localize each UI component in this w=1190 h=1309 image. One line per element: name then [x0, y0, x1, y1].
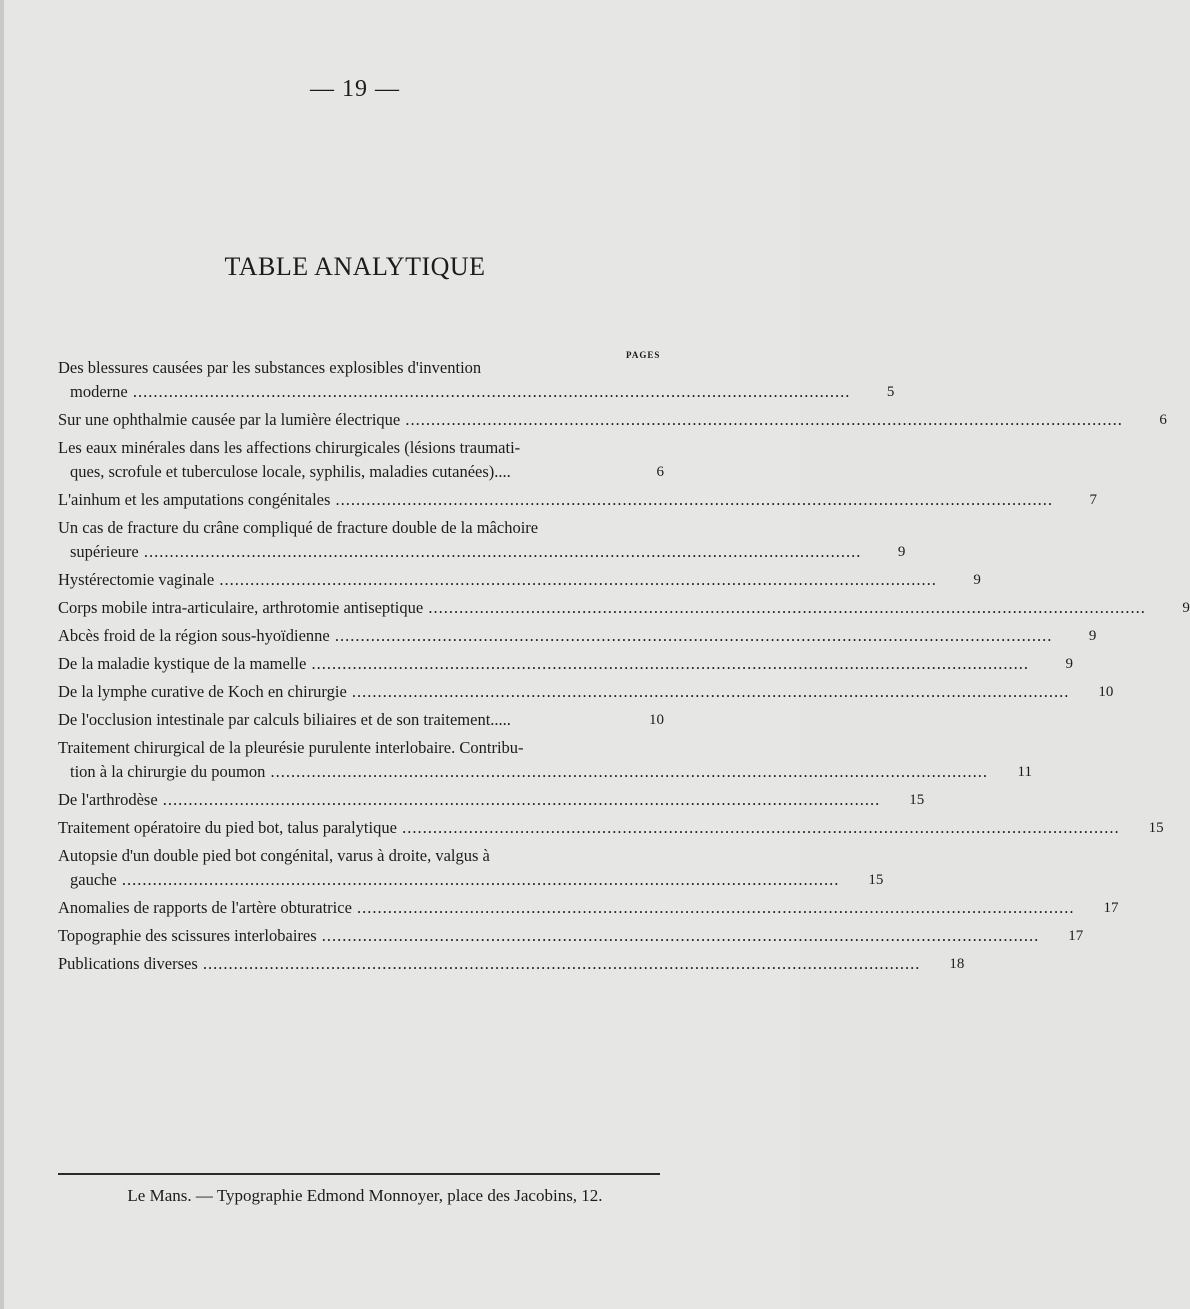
toc-entry-title	[58, 596, 1168, 620]
toc-entry-page-number: 9	[973, 572, 981, 588]
toc-entry-line: Sur une ophthalmie causée par la lumière électrique ............................................................................................................................................	[58, 410, 1123, 429]
toc-entry	[58, 788, 925, 812]
printer-footer: Le Mans. — Typographie Edmond Monnoyer, place des Jacobins, 12.	[127, 1186, 603, 1205]
toc-entry-title	[58, 844, 861, 892]
dot-leader: ............................................................................................................................................	[157, 790, 881, 809]
toc-entry-page-number: 18	[949, 956, 965, 972]
footer-rule	[58, 1173, 660, 1175]
toc-entry-title	[58, 816, 1142, 840]
toc-entry-line: Hystérectomie vaginale ............................................................................................................................................	[58, 570, 937, 589]
toc-entry	[58, 924, 1084, 948]
toc-entry-line: De la lymphe curative de Koch en chirurgie ............................................................................................................................................	[58, 682, 1070, 701]
toc-entry-page-number: 15	[909, 792, 925, 808]
toc-entry-line: Les eaux minérales dans les affections chirurgicales (lésions traumati-	[58, 438, 521, 457]
dot-leader: ............................................................................................................................................	[265, 762, 988, 781]
toc-entry-title	[58, 436, 642, 484]
dot-leader: ............................................................................................................................................	[306, 654, 1029, 673]
toc-entry	[58, 844, 884, 892]
toc-entry-title	[58, 896, 1097, 920]
toc-entry-line: L'ainhum et les amputations congénitales ............................................................................................................................................	[58, 490, 1054, 509]
toc-entry-line: De l'arthrodèse ............................................................................................................................................	[58, 790, 881, 809]
toc-entry-title	[58, 516, 883, 564]
toc-entry-line: ques, scrofule et tuberculose locale, syphilis, maladies cutanées)....	[70, 462, 511, 481]
dot-leader: ............................................................................................................................................	[400, 410, 1123, 429]
toc-entry	[58, 680, 1114, 704]
toc-entry-page-number: 5	[886, 384, 895, 400]
toc-entry-line: Traitement opératoire du pied bot, talus paralytique ............................................................................................................................................	[58, 818, 1120, 837]
dot-leader: ............................................................................................................................................	[396, 818, 1120, 837]
toc-entry-line: De l'occlusion intestinale par calculs biliaires et de son traitement.....	[58, 710, 511, 729]
page-title: TABLE ANALYTIQUE	[224, 252, 486, 281]
toc-entry-page-number: 17	[1103, 900, 1119, 916]
toc-entry-line: Traitement chirurgical de la pleurésie purulente interlobaire. Contribu-	[58, 738, 524, 757]
toc-entry-title	[58, 788, 902, 812]
toc-entry-page-number: 10	[1098, 684, 1114, 700]
toc-entry-title	[58, 708, 642, 732]
toc-entry-page-number: 9	[1088, 628, 1097, 644]
toc-entry-page-number: 17	[1068, 928, 1084, 944]
toc-entry	[58, 708, 664, 732]
toc-entry	[58, 816, 1164, 840]
toc-entry-page-number: 9	[897, 544, 906, 560]
toc-entry	[58, 736, 1032, 784]
dot-leader: ............................................................................................................................................	[214, 570, 937, 589]
toc-entry	[58, 436, 664, 484]
toc-entry-line: supérieure ............................................................................................................................................	[70, 542, 862, 561]
dot-leader: ............................................................................................................................................	[138, 542, 862, 561]
toc-entry	[58, 488, 1098, 512]
toc-entry-page-number: 7	[1089, 492, 1098, 508]
toc-entry-line: Des blessures causées par les substances explosibles d'invention	[58, 358, 482, 377]
toc-entry-page-number: 6	[656, 464, 664, 480]
toc-entry-line: De la maladie kystique de la mamelle ............................................................................................................................................	[58, 654, 1029, 673]
toc-entry-page-number: 10	[649, 712, 664, 728]
toc-entry-page-number: 15	[868, 872, 884, 888]
toc-entry-line: Autopsie d'un double pied bot congénital, varus à droite, valgus à	[58, 846, 490, 865]
page-edge	[0, 0, 4, 1309]
toc-entry-title	[58, 356, 872, 404]
dot-leader: ............................................................................................................................................	[316, 926, 1040, 945]
toc-entry-page-number: 9	[1065, 656, 1073, 672]
toc-entry-title	[58, 680, 1091, 704]
toc-entry-line: Un cas de fracture du crâne compliqué de fracture double de la mâchoire	[58, 518, 539, 537]
toc-entry-title	[58, 568, 959, 592]
toc-entry-page-number: 15	[1148, 820, 1164, 836]
toc-entry	[58, 624, 1097, 648]
dot-leader: ............................................................................................................................................	[423, 598, 1146, 617]
toc-entry-page-number: 11	[1017, 764, 1032, 780]
toc-entry	[58, 356, 895, 404]
toc-entry	[58, 408, 1167, 432]
page-number: — 19 —	[310, 76, 400, 102]
toc-entry-line: Publications diverses ............................................................................................................................................	[58, 954, 921, 973]
toc-entry-title	[58, 624, 1074, 648]
toc-entry-line: Anomalies de rapports de l'artère obturatrice ............................................................................................................................................	[58, 898, 1075, 917]
toc-entry-line: Topographie des scissures interlobaires ............................................................................................................................................	[58, 926, 1040, 945]
toc-entry-page-number: 6	[1159, 412, 1167, 428]
dot-leader: ............................................................................................................................................	[330, 490, 1054, 509]
toc-entry	[58, 516, 906, 564]
dot-leader: ............................................................................................................................................	[116, 870, 840, 889]
toc-entry-title	[58, 952, 942, 976]
toc-entry	[58, 952, 965, 976]
dot-leader: ............................................................................................................................................	[329, 626, 1053, 645]
toc-entry	[58, 568, 981, 592]
toc-entry-page-number: 9	[1182, 600, 1190, 616]
pages-column-label: PAGES	[626, 350, 661, 360]
toc-entry-title	[58, 924, 1061, 948]
toc-entry-line: Abcès froid de la région sous-hyoïdienne ............................................................................................................................................	[58, 626, 1053, 645]
toc-entry	[58, 596, 1190, 620]
dot-leader: ............................................................................................................................................	[197, 954, 921, 973]
dot-leader: ............................................................................................................................................	[346, 682, 1070, 701]
toc-entry-title	[58, 488, 1075, 512]
toc-entry-title	[58, 408, 1145, 432]
toc-entry-line: moderne ............................................................................................................................................	[70, 382, 851, 401]
dot-leader: ............................................................................................................................................	[351, 898, 1075, 917]
toc-entry-line: Corps mobile intra-articulaire, arthrotomie antiseptique ............................................................................................................................................	[58, 598, 1146, 617]
toc-entry	[58, 652, 1073, 676]
toc-entry	[58, 896, 1119, 920]
toc-entry-title	[58, 652, 1051, 676]
toc-entry-line: tion à la chirurgie du poumon ............................................................................................................................................	[70, 762, 988, 781]
table-of-contents	[58, 356, 1190, 980]
toc-entry-line: gauche ............................................................................................................................................	[70, 870, 840, 889]
toc-entry-title	[58, 736, 1010, 784]
dot-leader: ............................................................................................................................................	[127, 382, 851, 401]
